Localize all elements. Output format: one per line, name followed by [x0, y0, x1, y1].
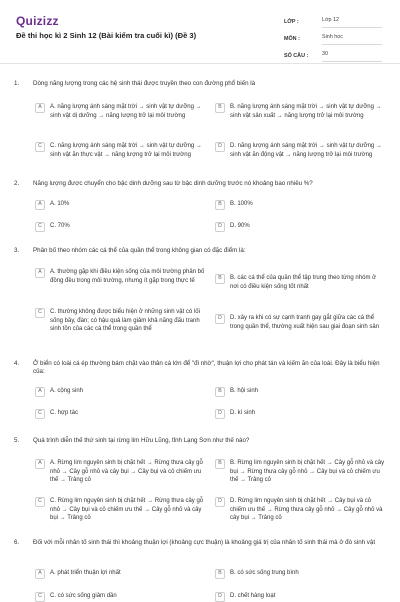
question-number: 4.	[14, 360, 20, 367]
question-text: Ở biển có loài cá ép thường bám chặt vào thân cá lớn để "đi nhờ", thuận lợi cho phát tán và kiếm ăn của loài. Đây là biểu hiện của:	[33, 360, 380, 376]
option-text: C. Rừng lim nguyên sinh bị chặt hết → Rừng thưa cây gỗ nhỏ → Cây bụi và cỏ chiếm ưu thế → Cây gỗ nhỏ và cây bụi → Trảng cỏ	[50, 498, 204, 522]
option-a[interactable]	[35, 103, 205, 120]
option-text: B. hội sinh	[230, 388, 259, 394]
meta-value: Lớp 12	[322, 17, 382, 27]
option-text: D. chết hàng loạt	[230, 593, 276, 599]
question-text: Năng lượng được chuyển cho bậc dinh dưỡng sau từ bậc dinh dưỡng trước nó khoảng bao nhiêu %?	[33, 180, 313, 187]
option-text: A. 10%	[50, 201, 70, 207]
option-letter-c[interactable]: C	[35, 409, 45, 419]
option-a[interactable]	[35, 200, 205, 210]
option-text: C. 70%	[50, 223, 70, 229]
option-a[interactable]	[35, 268, 205, 285]
question-text: Phân bố theo nhóm các cá thể của quần thể trong không gian có đặc điểm là:	[33, 247, 246, 254]
meta-row-class	[284, 14, 382, 31]
option-letter-c[interactable]: C	[35, 142, 45, 152]
option-letter-d[interactable]: D	[215, 497, 225, 507]
meta-value: 30	[322, 51, 382, 61]
option-d[interactable]	[215, 409, 385, 419]
option-text: C. có sức sống giảm dần	[50, 593, 117, 599]
option-b[interactable]	[215, 103, 385, 120]
option-text: B. các cá thể của quần thể tập trung theo từng nhóm ở nơi có điều kiện sống tốt nhất	[230, 275, 377, 290]
option-letter-b[interactable]: B	[215, 387, 225, 397]
quizizz-logo: Quizizz	[16, 14, 59, 28]
option-text: C. năng lượng ánh sáng mặt trời → sinh vật tự dưỡng → sinh vật ăn thực vật → năng lượng trở lại môi trường	[50, 143, 202, 158]
option-b[interactable]	[215, 569, 385, 579]
option-b[interactable]	[215, 459, 385, 485]
question-text: Đối với mỗi nhân tố sinh thái thì khoảng thuận lợi (khoảng cực thuận) là khoảng giá trị của nhân tố sinh thái mà ở đó sinh vật	[33, 539, 376, 546]
option-text: B. có sức sống trung bình	[230, 570, 299, 576]
option-text: C. thường không được biểu hiện ở những sinh vật có lối sống bầy, đàn; có hậu quả làm giảm khả năng đấu tranh sinh tồn của các cá thể trong quần thể	[50, 309, 200, 333]
option-letter-d[interactable]: D	[215, 222, 225, 232]
question-number: 6.	[14, 539, 20, 546]
option-c[interactable]	[35, 142, 205, 159]
option-b[interactable]	[215, 387, 385, 397]
meta-row-subject	[284, 31, 382, 48]
option-letter-b[interactable]: B	[215, 569, 225, 579]
exam-title: Đề thi học kì 2 Sinh 12 (Bài kiểm tra cuối kì) (Đề 3)	[16, 31, 197, 40]
option-text: A. Rừng lim nguyên sinh bị chặt hết → Rừng thưa cây gỗ nhỏ → Cây gỗ nhỏ và cây bụi → Cây bụi và cỏ chiếm ưu thế → Trảng cỏ	[50, 460, 203, 484]
option-text: A. thường gặp khi điều kiện sống của môi trường phân bố đồng đều trong môi trường, nhưng ít gặp trong thực tế	[50, 269, 205, 284]
option-letter-d[interactable]: D	[215, 592, 225, 602]
option-letter-a[interactable]: A	[35, 268, 45, 278]
option-text: A. năng lượng ánh sáng mặt trời → sinh vật tự dưỡng → sinh vật dị dưỡng → năng lượng trở lại môi trường	[50, 104, 202, 119]
option-letter-b[interactable]: B	[215, 103, 225, 113]
option-text: B. 100%	[230, 201, 253, 207]
option-c[interactable]	[35, 409, 205, 419]
option-d[interactable]	[215, 497, 385, 523]
option-letter-a[interactable]: A	[35, 200, 45, 210]
option-letter-a[interactable]: A	[35, 387, 45, 397]
option-letter-c[interactable]: C	[35, 592, 45, 602]
option-letter-b[interactable]: B	[215, 200, 225, 210]
meta-label: SỐ CÂU :	[284, 52, 309, 59]
option-text: A. phát triển thuận lợi nhất	[50, 570, 121, 576]
meta-label: MÔN :	[284, 35, 300, 42]
meta-row-count	[284, 48, 382, 65]
question-number: 2.	[14, 180, 20, 187]
meta-value: Sinh học	[322, 34, 382, 44]
option-text: D. kí sinh	[230, 410, 256, 416]
question-text: Quá trình diễn thế thứ sinh tại rừng lim Hữu Lũng, tỉnh Lạng Sơn như thế nào?	[33, 437, 250, 444]
option-b[interactable]	[215, 200, 385, 210]
option-letter-d[interactable]: D	[215, 314, 225, 324]
meta-label: LỚP :	[284, 18, 299, 25]
worksheet-header	[0, 0, 400, 64]
option-c[interactable]	[35, 308, 205, 334]
option-c[interactable]	[35, 592, 205, 602]
option-b[interactable]	[215, 274, 385, 291]
option-letter-b[interactable]: B	[215, 459, 225, 469]
meta-info	[284, 14, 382, 65]
question-text: Dòng năng lượng trong các hệ sinh thái được truyền theo con đường phổ biến là	[33, 80, 256, 87]
question-number: 5.	[14, 437, 20, 444]
option-text: B. năng lượng ánh sáng mặt trời → sinh vật tự dưỡng → sinh vật sản xuất → năng lượng trở lại môi trường	[230, 104, 382, 119]
option-a[interactable]	[35, 569, 205, 579]
option-letter-d[interactable]: D	[215, 142, 225, 152]
option-text: A. cộng sinh	[50, 388, 84, 394]
option-text: D. 90%	[230, 223, 250, 229]
option-text: D. Rừng lim nguyên sinh bị chặt hết → Cây bụi và cỏ chiếm ưu thế → Rừng thưa cây gỗ nhỏ → Cây gỗ nhỏ và cây bụi → Trảng cỏ	[230, 498, 383, 522]
option-d[interactable]	[215, 222, 385, 232]
option-letter-a[interactable]: A	[35, 569, 45, 579]
question-number: 1.	[14, 80, 20, 87]
option-text: C. hợp tác	[50, 410, 78, 416]
option-letter-c[interactable]: C	[35, 497, 45, 507]
option-text: D. năng lượng ánh sáng mặt trời → sinh vật tự dưỡng → sinh vật ăn động vật → năng lượng trở lại môi trường	[230, 143, 382, 158]
option-d[interactable]	[215, 314, 385, 331]
option-a[interactable]	[35, 387, 205, 397]
option-c[interactable]	[35, 497, 205, 523]
option-d[interactable]	[215, 142, 385, 159]
option-letter-a[interactable]: A	[35, 103, 45, 113]
option-c[interactable]	[35, 222, 205, 232]
option-letter-a[interactable]: A	[35, 459, 45, 469]
question-number: 3.	[14, 247, 20, 254]
option-d[interactable]	[215, 592, 385, 602]
option-letter-b[interactable]: B	[215, 274, 225, 284]
option-letter-d[interactable]: D	[215, 409, 225, 419]
option-text: B. Rừng lim nguyên sinh bị chặt hết → Cây gỗ nhỏ và cây bụi → Rừng thưa cây gỗ nhỏ → Cây bụi và cỏ chiếm ưu thế → Trảng cỏ	[230, 460, 385, 484]
option-text: D. xảy ra khi có sự cạnh tranh gay gắt giữa các cá thể trong quần thể, thường xuất hiện sau giai đoạn sinh sản	[230, 315, 380, 330]
option-a[interactable]	[35, 459, 205, 485]
option-letter-c[interactable]: C	[35, 308, 45, 318]
option-letter-c[interactable]: C	[35, 222, 45, 232]
